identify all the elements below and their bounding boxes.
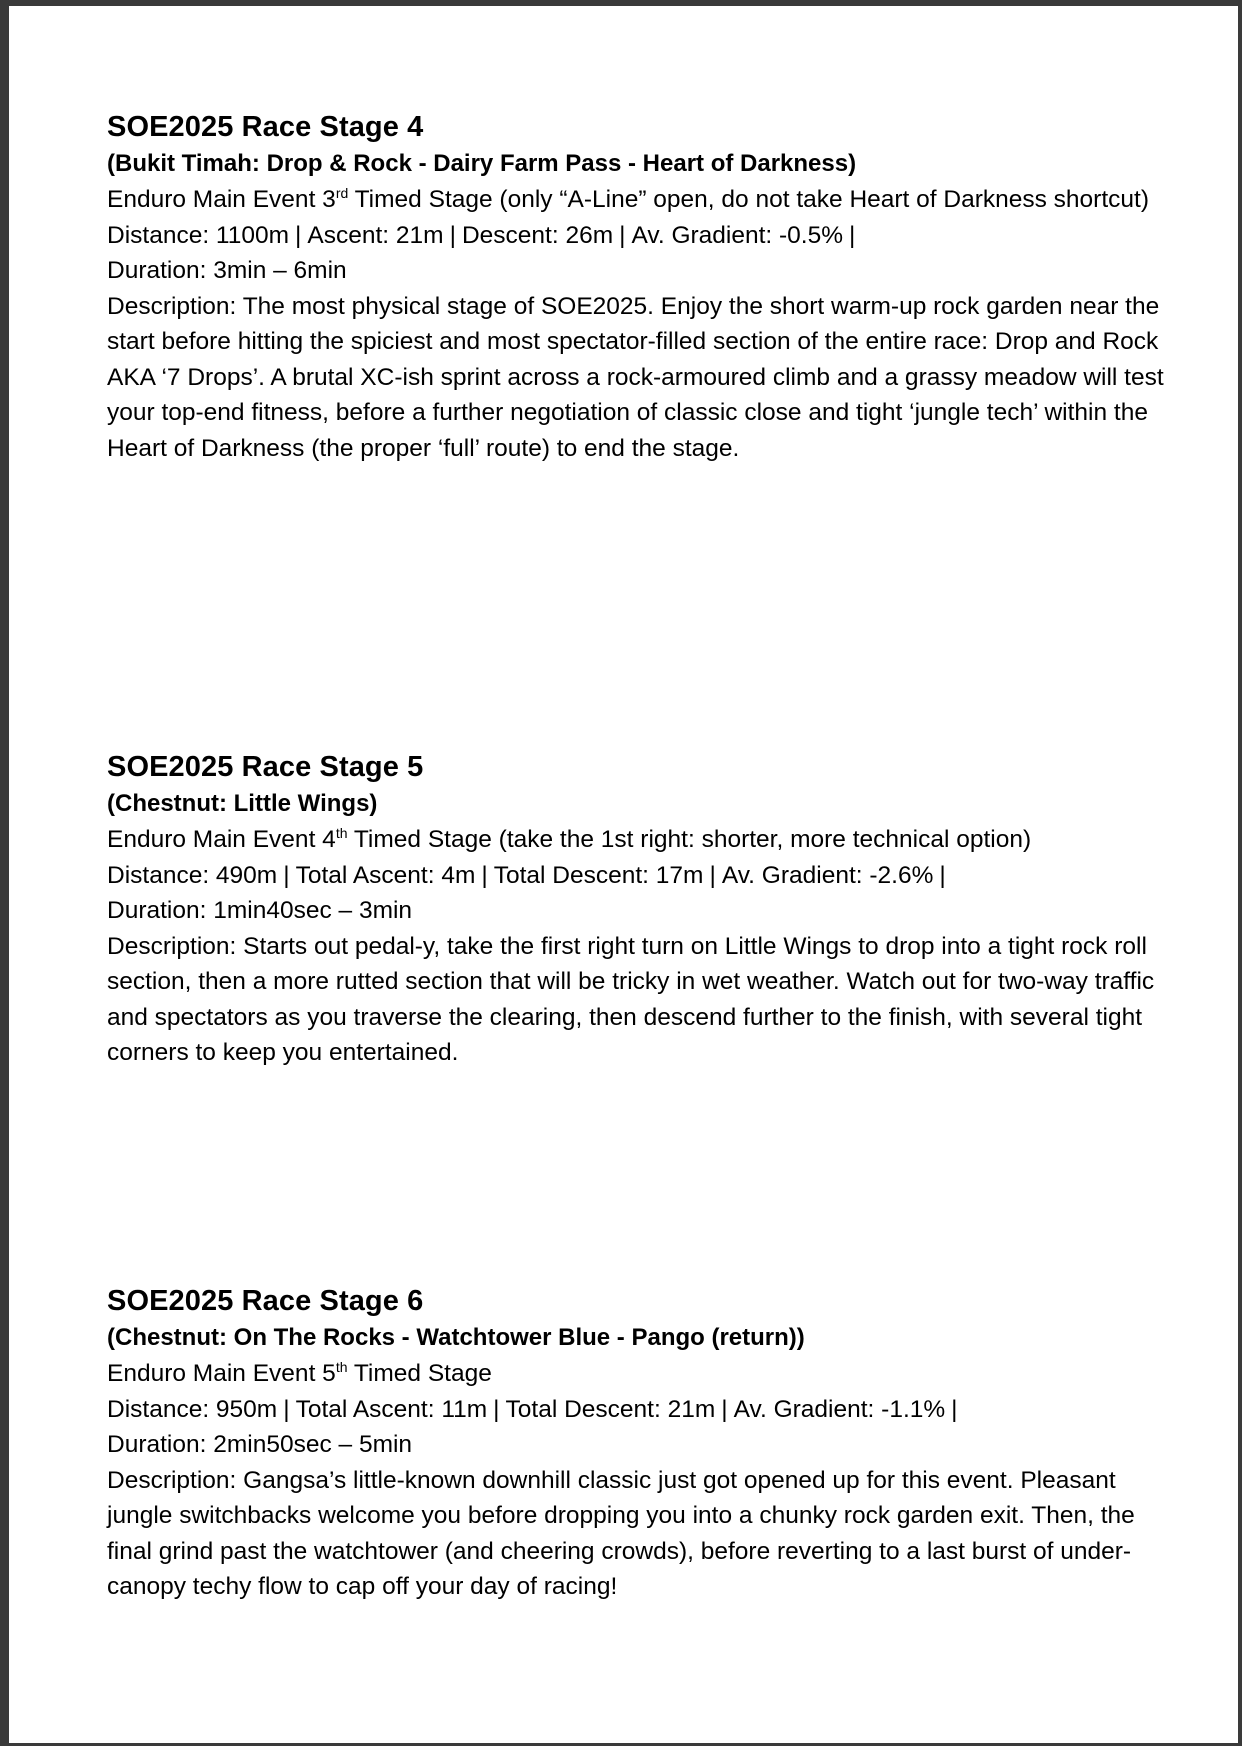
separator: | [449, 221, 456, 249]
separator: | [295, 221, 302, 249]
separator: | [951, 1395, 958, 1423]
separator: | [283, 1395, 290, 1423]
stage-5-gradient: Av. Gradient: -2.6% [721, 861, 934, 889]
stage-5-title: SOE2025 Race Stage 5 [107, 751, 424, 783]
stage-4-gradient: Av. Gradient: -0.5% [631, 221, 844, 249]
stage-5-event-line [107, 822, 1167, 858]
stage-6-description: Description: Gangsa’s little-known downhill classic just got opened up for this event. Pleasant jungle switchbacks welcome you before dropping you into a chunky rock garden exit. Then, the final grind past the watchtower (and cheering crowds), before reverting to a last burst of under-canopy techy flow to cap off your day of racing! [107, 1466, 1135, 1600]
separator: | [709, 861, 716, 889]
stage-5-description: Description: Starts out pedal-y, take the first right turn on Little Wings to drop into a tight rock roll section, then a more rutted section that will be tricky in wet weather. Watch out for two-way traffic and spectators as you traverse the clearing, then descend further to the finish, with several tight corners to keep you entertained. [107, 932, 1155, 1066]
stage-4-descent: Descent: 26m [461, 221, 614, 249]
stage-5-event-prefix: Enduro Main Event 4 [107, 826, 336, 853]
stage-4-duration: Duration: 3min – 6min [107, 257, 347, 284]
stage-6-section [107, 1282, 1167, 1605]
stage-5-ascent: Total Ascent: 4m [295, 861, 476, 889]
stage-4-stats-line [107, 218, 1167, 254]
stage-5-stats-line [107, 858, 1167, 894]
stage-5-section [107, 748, 1167, 1071]
stage-6-event-prefix: Enduro Main Event 5 [107, 1360, 336, 1387]
stage-4-event-line [107, 182, 1167, 218]
stage-6-descent: Total Descent: 21m [505, 1395, 716, 1423]
stage-4-section [107, 108, 1167, 466]
stage-4-description: Description: The most physical stage of SOE2025. Enjoy the short warm-up rock garden near the start before hitting the spiciest and most spectator-filled section of the entire race: Drop and Rock AKA ‘7 Drops’. A brutal XC-ish sprint across a rock-armoured climb and a grassy meadow will test your top-end fitness, before a further negotiation of classic close and tight ‘jungle tech’ within the Heart of Darkness (the proper ‘full’ route) to end the stage. [107, 292, 1164, 462]
stage-6-distance: Distance: 950m [107, 1395, 278, 1423]
separator: | [619, 221, 626, 249]
stage-6-event-ordinal: th [335, 1358, 348, 1375]
stage-4-event-prefix: Enduro Main Event 3 [107, 186, 336, 213]
stage-5-event-ordinal: th [335, 824, 348, 841]
stage-6-duration: Duration: 2min50sec – 5min [107, 1431, 413, 1458]
stage-5-event-suffix: Timed Stage (take the 1st right: shorter, more technical option) [347, 826, 1032, 853]
stage-4-title: SOE2025 Race Stage 4 [107, 111, 424, 143]
stage-4-ascent: Ascent: 21m [307, 221, 444, 249]
stage-6-gradient: Av. Gradient: -1.1% [733, 1395, 946, 1423]
separator: | [939, 861, 946, 889]
separator: | [849, 221, 856, 249]
separator: | [493, 1395, 500, 1423]
stage-4-distance: Distance: 1100m [107, 221, 290, 249]
separator: | [283, 861, 290, 889]
stage-6-event-line [107, 1356, 1167, 1392]
stage-4-event-ordinal: rd [335, 184, 349, 201]
stage-5-duration: Duration: 1min40sec – 3min [107, 897, 413, 924]
stage-4-event-suffix: Timed Stage (only “A-Line” open, do not take Heart of Darkness shortcut) [348, 186, 1149, 213]
stage-6-event-suffix: Timed Stage [347, 1360, 492, 1387]
stage-5-distance: Distance: 490m [107, 861, 278, 889]
stage-4-subtitle: (Bukit Timah: Drop & Rock - Dairy Farm Pass - Heart of Darkness) [107, 150, 857, 177]
separator: | [721, 1395, 728, 1423]
stage-6-ascent: Total Ascent: 11m [295, 1395, 488, 1423]
stage-6-title: SOE2025 Race Stage 6 [107, 1285, 424, 1317]
stage-6-subtitle: (Chestnut: On The Rocks - Watchtower Blue - Pango (return)) [107, 1324, 805, 1351]
stage-5-subtitle: (Chestnut: Little Wings) [107, 790, 378, 817]
stage-6-stats-line [107, 1392, 1167, 1428]
stage-5-descent: Total Descent: 17m [493, 861, 704, 889]
separator: | [481, 861, 488, 889]
